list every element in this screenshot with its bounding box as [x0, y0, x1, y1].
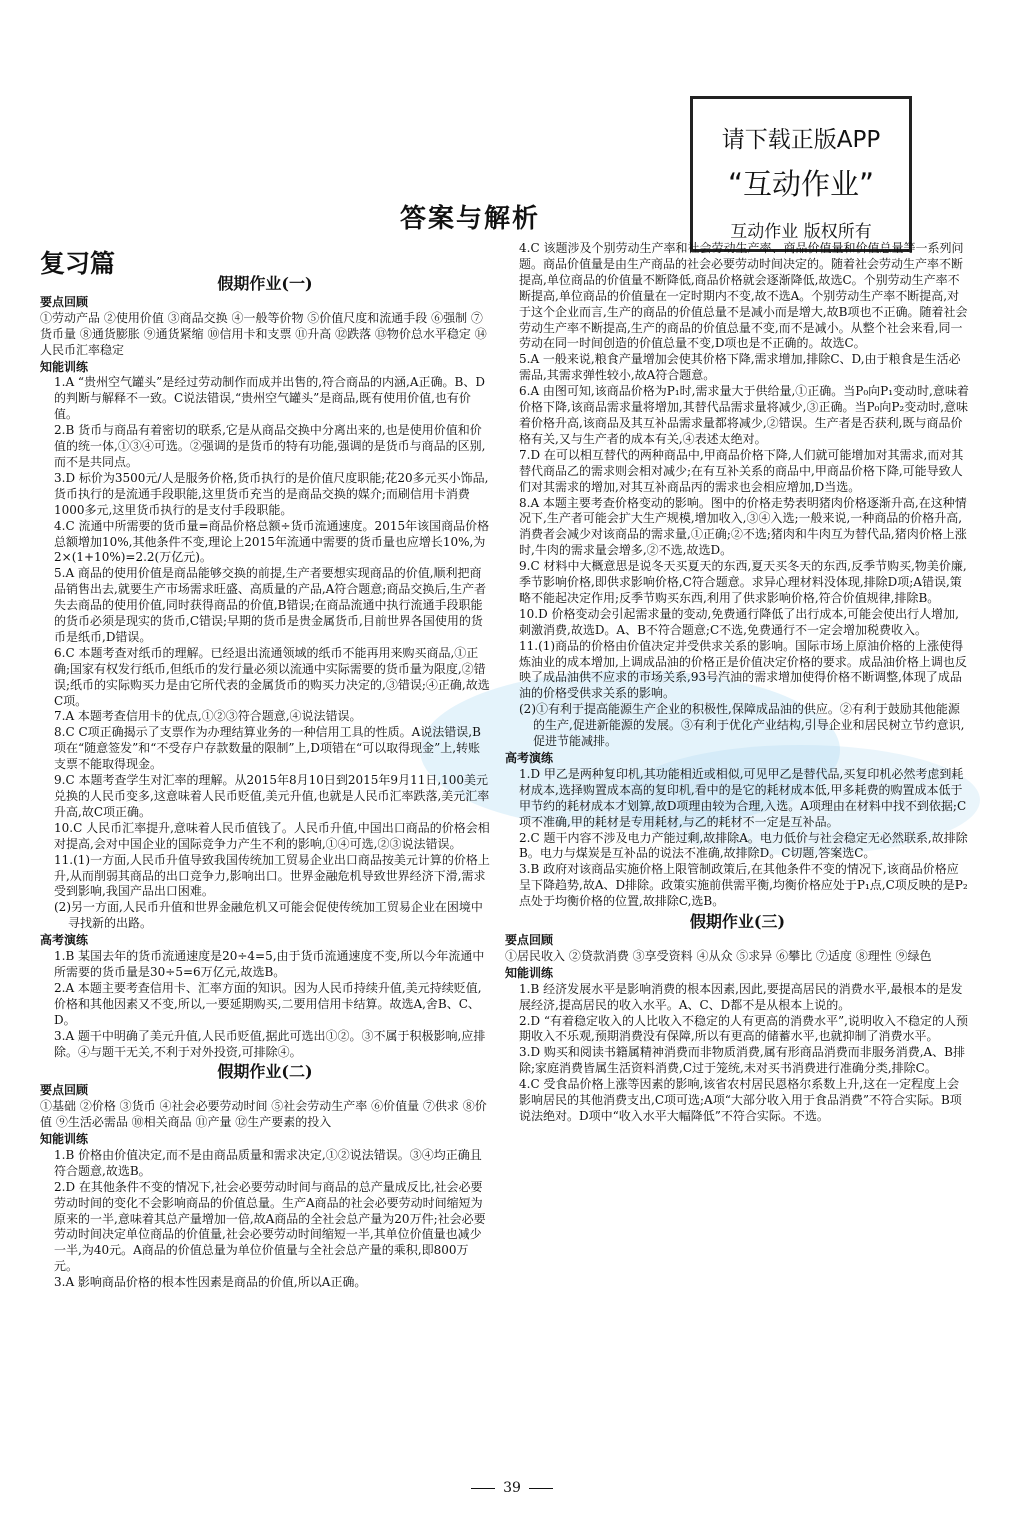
answer-item: 9.C 材料中大概意思是说冬天买夏天的东西,夏天买冬天的东西,反季节购买,物美价廉,季节影响价格,即供求影响价格,C符合题意。求异心理材料没体现,排除D项;A错误,策略不能起决定作用;反季节购买东西,利用了供求影响价格,符合价值规律,排除B。 — [519, 559, 967, 605]
answer-item: 1.A “贵州空气罐头”是经过劳动制作而成并出售的,符合商品的内涵,A正确。B、D的判断与解释不一致。C说法错误,“贵州空气罐头”是商品,既有使用价值,也有价值。 — [54, 375, 485, 422]
answer-item: 2.C 题干内容不涉及电力产能过剩,故排除A。电力低价与社会稳定无必然联系,故排除B。电力与煤炭是互补品的说法不准确,故排除D。C切题,答案选C。 — [519, 830, 968, 861]
answer-item: 8.A 本题主要考查价格变动的影响。图中的价格走势表明猪肉价格逐渐升高,在这种情况下,生产者可能会扩大生产规模,增加收入,③④入选;一般来说,一种商品的价格升高,消费者会减少对该商品的需求量,①正确;②不选;猪肉和牛肉互为替代品,猪肉价格上涨时,牛肉的需求量会增多,②不选,故选D。 — [519, 495, 967, 558]
page-title: 答案与解析 — [400, 204, 541, 234]
answer-item: 4.C 受食品价格上涨等因素的影响,该省农村居民恩格尔系数上升,这在一定程度上会影响居民的其他消费支出,C项可选;A项“大部分收入用于食品消费”不符合实际。B项说法绝对。D项中“收入水平大幅降低”不符合实际。不选。 — [519, 1077, 962, 1123]
section-title-2: 假期作业(二) — [217, 1062, 313, 1082]
answer-item: 6.A 由图可知,该商品价格为P₁时,需求量大于供给量,①正确。当P₀向P₁变动时,意味着价格下降,该商品需求量将增加,其替代品需求量将减少,③正确。当P₀向P₂变动时,意味着价格升高,该商品及其互补品需求量都将减少,②错误。生产者是否获利,既与商品价格有关,又与生产者的成本有关,④表述太绝对。 — [519, 384, 969, 446]
review-label: 要点回顾 — [40, 1083, 89, 1098]
answer-item: 11.(1)商品的价格由价值决定并受供求关系的影响。国际市场上原油价格的上涨使得炼油业的成本增加,上调成品油的价格正是价值决定价格的要求。成品油价格上调也反映了成品油供不应求的市场关系,93号汽油的需求增加使得价格不断调整,体现了成品油的价格受供求关系的影响。 — [519, 638, 967, 701]
answer-item: 8.C C项正确揭示了支票作为办理结算业务的一种信用工具的性质。A说法错误,B项在“随意签发”和“不受存户存款数量的限制”上,D项错在“可以取得现金”上,转账支票不能取得现金。 — [54, 725, 481, 772]
review-text: ①基础 ②价格 ③货币 ④社会必要劳动时间 ⑤社会劳动生产率 ⑥价值量 ⑦供求 ⑧价值 ⑨生活必需品 ⑩相关商品 ⑪产量 ⑫生产要素的投入 — [40, 1099, 487, 1130]
page-number — [0, 1480, 1024, 1496]
answer-item: 7.A 本题考查信用卡的优点,①②③符合题意,④说法错误。 — [54, 709, 362, 724]
answer-item: 1.B 经济发展水平是影响消费的根本因素,因此,要提高居民的消费水平,最根本的是发展经济,提高居民的收入水平。A、C、D都不是从根本上说的。 — [519, 981, 963, 1012]
answer-item: (2)①有利于提高能源生产企业的积极性,保障成品油的供应。②有利于鼓励其他能源的生产,促进新能源的发展。③有利于优化产业结构,引导企业和居民树立节约意识,促进节能减排。 — [519, 702, 965, 749]
answer-item: (2)另一方面,人民币升值和世界金融危机又可能会促使传统加工贸易企业在困境中寻找新的出路。 — [54, 900, 483, 931]
stamp-line-2: “互动作业” — [727, 167, 875, 201]
answer-item: 3.A 影响商品价格的根本性因素是商品的价值,所以A正确。 — [54, 1275, 367, 1290]
answer-item: 1.B 某国去年的货币流通速度是20÷4=5,由于货币流通速度不变,所以今年流通中所需要的货币量是30÷5=6万亿元,故选B。 — [54, 949, 485, 979]
train-label: 知能训练 — [40, 1132, 89, 1147]
review-text: ①劳动产品 ②使用价值 ③商品交换 ④一般等价物 ⑤价值尺度和流通手段 ⑥强制 ⑦货币量 ⑧通货膨胀 ⑨通货紧缩 ⑩信用卡和支票 ⑪升高 ⑫跌落 ⑬物价总水平稳定 ⑭人民币汇率稳定 — [40, 310, 487, 357]
review-label: 要点回顾 — [40, 294, 89, 309]
left-column — [40, 272, 490, 1291]
train-label: 知能训练 — [505, 965, 554, 980]
answer-item: 4.C 该题涉及个别劳动生产率和社会劳动生产率、商品价值量和价值总量等一系列问题。商品价值量是由生产商品的社会必要劳动时间决定的。随着社会劳动生产率不断提高,单位商品的价值量不断降低,商品价格就会逐渐降低,故选C。个别劳动生产率不断提高,单位商品的价值量在一定时期内不变,故不选A。个别劳动生产率不断提高,对于这个企业而言,生产的商品的价值总量不是减小而是增大,故B项也不正确。随着社会劳动生产率不断提高,生产的商品的价值总量不变,而不是减小。从整个社会来看,同一劳动在同一时间创造的价值总量不变,D项也是不正确的。故选C。 — [519, 241, 968, 351]
section-title-1: 假期作业(一) — [217, 274, 313, 293]
stamp-line-1: 请下载正版APP — [721, 127, 881, 153]
answer-item: 11.(1)一方面,人民币升值导致我国传统加工贸易企业出口商品按美元计算的价格上升,从而削弱其商品的出口竞争力,影响出口。世界金融危机导致世界经济下滑,需求受到影响,我国产品出口困难。 — [54, 852, 490, 899]
dash-left — [471, 1488, 495, 1489]
review-text: ①居民收入 ②贷款消费 ③享受资料 ④从众 ⑤求异 ⑥攀比 ⑦适度 ⑧理性 ⑨绿色 — [505, 948, 932, 963]
answer-item: 1.B 价格由价值决定,而不是由商品质量和需求决定,①②说法错误。③④均正确且符合题意,故选B。 — [54, 1147, 482, 1178]
answer-item: 2.B 货币与商品有着密切的联系,它是从商品交换中分离出来的,也是使用价值和价值的统一体,①③④可选。②强调的是货币的特有功能,强调的是货币与商品的区别,而不是共同点。 — [54, 423, 486, 469]
answer-item: 3.D 购买和阅读书籍属精神消费而非物质消费,属有形商品消费而非服务消费,A、B排除;家庭消费皆属生活资料消费,C过于笼统,未对买书消费进行准确分类,排除C。 — [519, 1045, 966, 1076]
copyright-stamp — [690, 96, 912, 252]
part-title: 复习篇 — [40, 249, 116, 278]
answer-item: 7.D 在可以相互替代的两种商品中,甲商品价格下降,人们就可能增加对其需求,而对其替代商品乙的需求则会相对减少;在有互补关系的商品中,甲商品价格下降,可能导致人们对其需求的增加,对其互补商品丙的需求也会相应增加,D当选。 — [519, 447, 964, 494]
right-column — [505, 241, 970, 1125]
train-label: 知能训练 — [40, 359, 89, 374]
answer-item: 3.A 题干中明确了美元升值,人民币贬值,据此可选出①②。③不属于积极影响,应排除。④与题干无关,不利于对外投资,可排除④。 — [54, 1028, 486, 1059]
answer-item: 2.D “有着稳定收入的人比收入不稳定的人有更高的消费水平”,说明收入不稳定的人预期收入不乐观,预期消费没有保障,所以有更高的储蓄水平,也就抑制了消费水平。 — [519, 1013, 968, 1044]
answer-item: 4.C 流通中所需要的货币量=商品价格总额÷货币流通速度。2015年该国商品价格总额增加10%,其他条件不变,理论上2015年流通中需要的货币量也应增长10%,为2×(1+10%)=2.2(万亿元)。 — [54, 518, 490, 565]
section-title-3: 假期作业(三) — [689, 912, 786, 932]
answer-item: 1.D 甲乙是两种复印机,其功能相近或相似,可见甲乙是替代品,买复印机必然考虑到耗材成本,选择购置成本高的复印机,看中的是它的耗材成本低,甲多耗费的购置成本低于甲节约的耗材成本才划算,故D项理由较为合理,入选。A项理由在材料中找不到依据;C项不准确,甲的耗材是专用耗材,与乙的耗材不一定是互补品。 — [519, 766, 967, 829]
answer-item: 5.A 商品的使用价值是商品能够交换的前提,生产者要想实现商品的价值,顺利把商品销售出去,就要生产市场需求旺盛、高质量的产品,A符合题意;商品交换后,生产者失去商品的使用价值,同时获得商品的价值,B错误;在商品流通中执行流通手段职能的货币必须是现实的货币,C错误;早期的货币是贵金属货币,目前世界各国使用的货币是纸币,D错误。 — [54, 566, 487, 644]
answer-item: 2.A 本题主要考查信用卡、汇率方面的知识。因为人民币持续升值,美元持续贬值,价格和其他因素又不变,所以,一要延期购买,二要用信用卡结算。故选A,舍B、C、D。 — [54, 980, 482, 1027]
answer-item: 3.D 标价为3500元/人是服务价格,货币执行的是价值尺度职能;花20多元买小饰品,货币执行的是流通手段职能,这里货币充当的是商品交换的媒介;而刷信用卡消费1000多元,这里货币执行的是支付手段职能。 — [54, 470, 489, 517]
exam-label: 高考演练 — [40, 933, 89, 948]
answer-item: 9.C 本题考查学生对汇率的理解。从2015年8月10日到2015年9月11日,100美元兑换的人民币变多,这意味着人民币贬值,美元升值,也就是人民币汇率跌落,美元汇率升高,故C项正确。 — [54, 773, 490, 819]
exam-label: 高考演练 — [505, 751, 554, 765]
answer-item: 10.D 价格变动会引起需求量的变动,免费通行降低了出行成本,可能会使出行人增加,刺激消费,故选D。A、B不符合题意;C不选,免费通行不一定会增加税费收入。 — [519, 606, 959, 637]
answer-item: 6.C 本题考查对纸币的理解。已经退出流通领域的纸币不能再用来购买商品,①正确;国家有权发行纸币,但纸币的发行量必须以流通中实际需要的货币量为限度,②错误;纸币的实际购买力是由它所代表的金属货币的购买力决定的,③错误;④正确,故选C项。 — [54, 645, 490, 708]
review-label: 要点回顾 — [505, 932, 554, 947]
dash-right — [529, 1488, 553, 1489]
answer-item: 10.C 人民币汇率提升,意味着人民币值钱了。人民币升值,中国出口商品的价格会相对提高,会对中国企业的国际竞争力产生不利的影响,①④可选,②③说法错误。 — [54, 820, 490, 851]
answer-item: 2.D 在其他条件不变的情况下,社会必要劳动时间与商品的总产量成反比,社会必要劳动时间的变化不会影响商品的价值总量。生产A商品的社会必要劳动时间缩短为原来的一半,意味着其总产量增加一倍,故A商品的全社会总产量为20万件;社会必要劳动时间决定单位商品的价值量,社会必要劳动时间缩短一半,其单位价值量也减少一半,为40元。A商品的价值总量为单位价值量与全社会总产量的乘积,即800万元。 — [54, 1179, 486, 1274]
answer-item: 5.A 一般来说,粮食产量增加会使其价格下降,需求增加,排除C、D,由于粮食是生活必需品,其需求弹性较小,故A符合题意。 — [519, 352, 961, 383]
stamp-line-3: 互动作业 版权所有 — [730, 222, 872, 242]
answer-item: 3.B 政府对该商品实施价格上限管制政策后,在其他条件不变的情况下,该商品价格应呈下降趋势,故A、D排除。政策实施前供需平衡,均衡价格应处于P₁点,C项反映的是P₂点处于均衡价格的位置,故排除C,选B。 — [519, 862, 968, 909]
page-number-text: 39 — [503, 1480, 521, 1496]
